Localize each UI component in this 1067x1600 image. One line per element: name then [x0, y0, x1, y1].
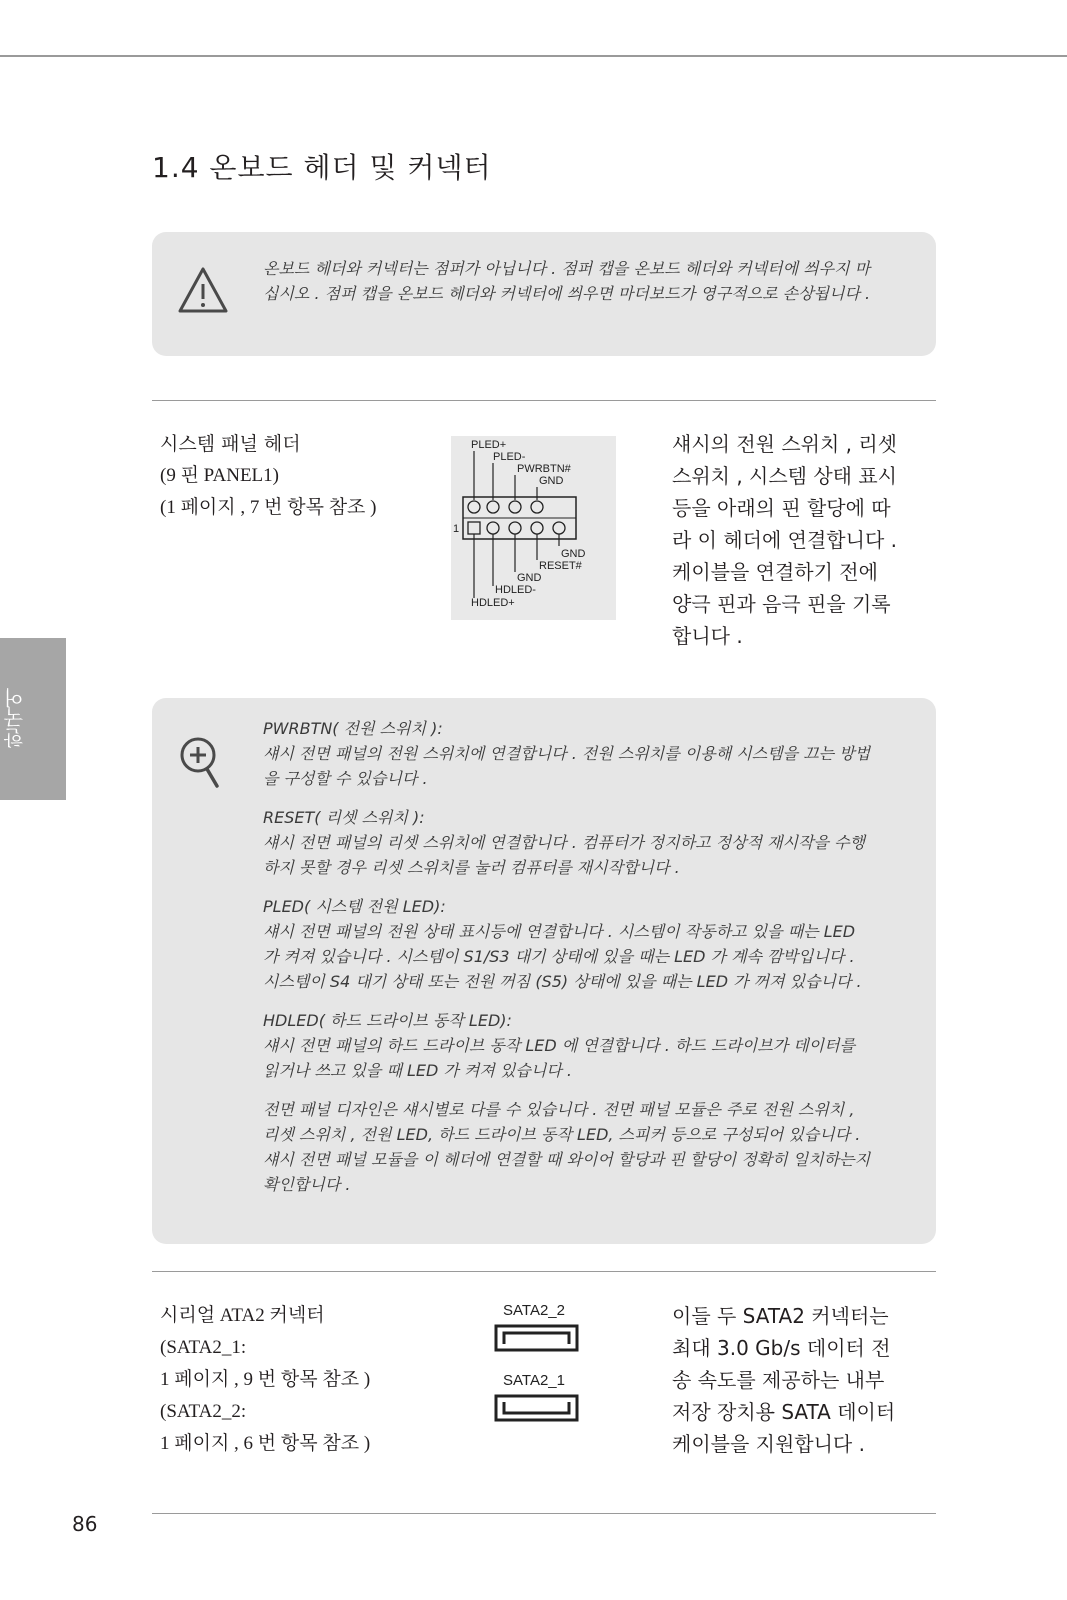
warning-triangle-icon	[177, 266, 229, 314]
sata-description: 이들 두 SATA2 커넥터는 최대 3.0 Gb/s 데이터 전송 속도를 제공하는 내부 저장 장치용 SATA 데이터 케이블을 지원합니다 .	[672, 1304, 896, 1456]
pin-label: RESET#	[539, 560, 582, 572]
sata-diagram	[490, 1296, 595, 1436]
note-body: 섀시 전면 패널의 전원 스위치에 연결합니다 . 전원 스위치를 이용해 시스템을 끄는 방법을 구성할 수 있습니다 .	[263, 744, 871, 788]
panel-header-pins: (9 핀 PANEL1)	[160, 465, 279, 486]
note-heading: RESET( 리셋 스위치 ):	[263, 808, 425, 827]
sata-title: 시리얼 ATA2 커넥터	[160, 1305, 325, 1326]
note-heading: PLED( 시스템 전원 LED):	[263, 897, 446, 916]
panel-header-diagram	[451, 436, 616, 620]
note-pled	[263, 894, 873, 994]
divider	[152, 400, 936, 401]
note-hdled	[263, 1008, 873, 1083]
pin-label: HDLED-	[495, 584, 536, 596]
page-number: 86	[72, 1512, 98, 1536]
sata2-2-connector	[496, 1326, 577, 1350]
pin-label: GND	[539, 475, 564, 487]
note-box	[152, 698, 936, 1244]
divider	[152, 1513, 936, 1514]
magnifier-plus-icon	[177, 734, 225, 790]
note-body: 섀시 전면 패널의 전원 상태 표시등에 연결합니다 . 시스템이 작동하고 있을 때는 LED 가 켜져 있습니다 . 시스템이 S1/S3 대기 상태에 있을 때는 LED 가 계속 깜박입니다 . 시스템이 S4 대기 상태 또는 전원 꺼짐 (S5) 상태에 있을 때는 LED 가 꺼져 있습니다 .	[263, 922, 862, 991]
pin-label: PLED-	[493, 451, 526, 463]
note-body: 전면 패널 디자인은 섀시별로 다를 수 있습니다 . 전면 패널 모듈은 주로 전원 스위치 , 리셋 스위치 , 전원 LED, 하드 드라이브 동작 LED, 스피커 등으로 구성되어 있습니다 . 섀시 전면 패널 모듈을 이 헤더에 연결할 때 와이어 할당과 핀 할당이 정확히 일치하는지 확인합니다 .	[263, 1100, 871, 1194]
pin-label: PLED+	[471, 439, 507, 451]
pin-label: HDLED+	[471, 597, 515, 609]
language-side-tab-label: 한국어	[3, 688, 27, 748]
note-body: 섀시 전면 패널의 리셋 스위치에 연결합니다 . 컴퓨터가 정지하고 정상적 재시작을 수행하지 못할 경우 리셋 스위치를 눌러 컴퓨터를 재시작합니다 .	[263, 833, 865, 877]
note-reset	[263, 805, 873, 880]
note-heading: HDLED( 하드 드라이브 동작 LED):	[263, 1011, 512, 1030]
panel-header-description: 섀시의 전원 스위치 , 리셋 스위치 , 시스템 상태 표시등을 아래의 핀 할당에 따라 이 헤더에 연결합니다 . 케이블을 연결하기 전에 양극 핀과 음극 핀을 기록합니다 .	[672, 432, 897, 648]
note-pwrbtn	[263, 716, 873, 791]
panel-header-title: 시스템 패널 헤더	[160, 433, 301, 455]
panel-header-reference: (1 페이지 , 7 번 항목 참조 )	[160, 497, 377, 518]
pin-label: GND	[517, 572, 542, 584]
divider	[152, 1271, 936, 1272]
note-front-panel	[263, 1097, 873, 1197]
top-rule	[0, 55, 1067, 57]
panel-header-label	[160, 428, 377, 524]
note-heading: PWRBTN( 전원 스위치 ):	[263, 719, 443, 738]
sata-label	[160, 1300, 370, 1460]
warning-text: 온보드 헤더와 커넥터는 점퍼가 아닙니다 . 점퍼 캡을 온보드 헤더와 커넥터에 씌우지 마십시오 . 점퍼 캡을 온보드 헤더와 커넥터에 씌우면 마더보드가 영구적으로 손상됩니다 .	[263, 259, 871, 303]
section-title: 1.4 온보드 헤더 및 커넥터	[152, 151, 492, 184]
language-side-tab	[0, 638, 66, 800]
sata2-1-connector	[496, 1396, 577, 1420]
sata-ref-2-page: 1 페이지 , 6 번 항목 참조 )	[160, 1433, 371, 1454]
warning-box	[152, 232, 936, 356]
pin-label: GND	[561, 548, 586, 560]
note-text	[263, 716, 873, 1211]
sata-ref-1: (SATA2_1:	[160, 1337, 247, 1358]
pin-label: PWRBTN#	[517, 463, 571, 475]
pin-one-marker: 1	[453, 523, 460, 535]
note-body: 섀시 전면 패널의 하드 드라이브 동작 LED 에 연결합니다 . 하드 드라이브가 데이터를 읽거나 쓰고 있을 때 LED 가 켜져 있습니다 .	[263, 1036, 856, 1080]
sata-ref-1-page: 1 페이지 , 9 번 항목 참조 )	[160, 1369, 371, 1390]
sata-ref-2: (SATA2_2:	[160, 1401, 247, 1422]
sata2-1-label: SATA2_1	[503, 1372, 565, 1389]
sata2-2-label: SATA2_2	[503, 1302, 565, 1319]
